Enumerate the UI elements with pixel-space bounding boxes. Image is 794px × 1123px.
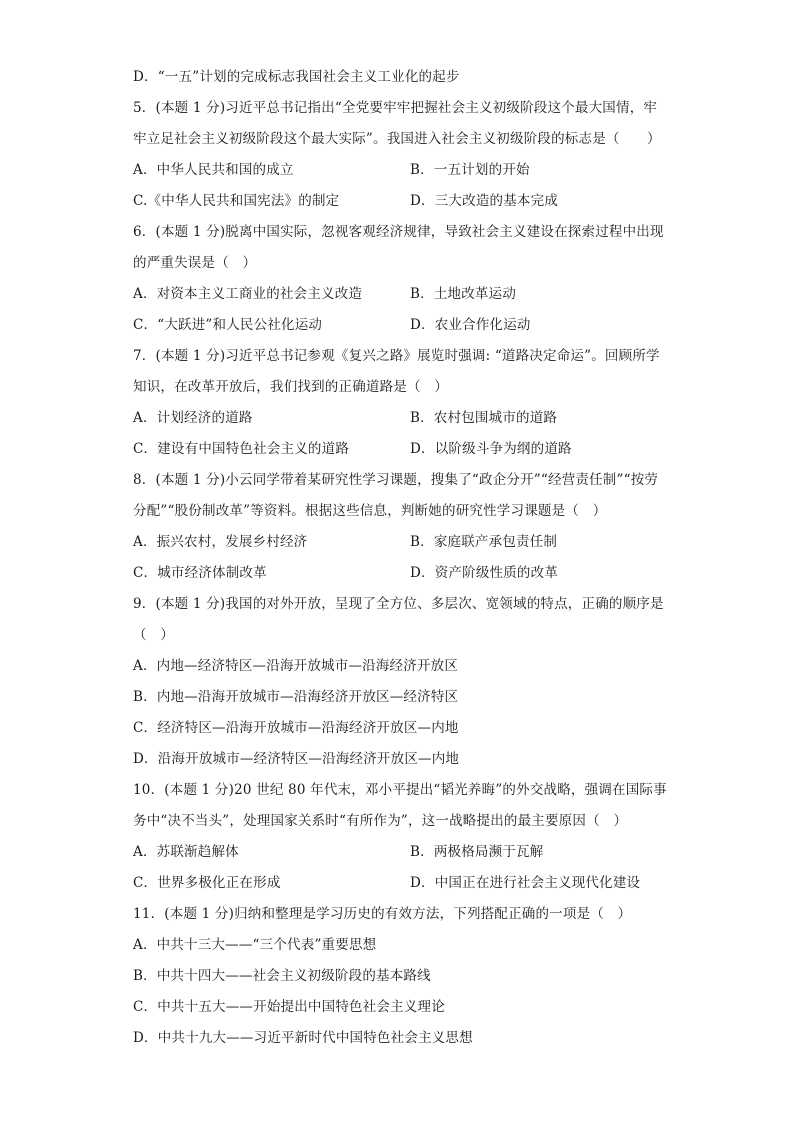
text-line: 分配”“股份制改革”等资料。根据这些信息，判断她的研究性学习课题是（ ） (133, 503, 607, 519)
option-left: C．城市经济体制改革 (133, 565, 267, 581)
option-left: A．振兴农村，发展乡村经济 (133, 534, 308, 550)
text-line: A．中共十三大——“三个代表”重要思想 (133, 937, 377, 953)
option-right: B．一五计划的开始 (410, 162, 530, 178)
option-row (133, 403, 673, 434)
text-line: 6．(本题 1 分)脱离中国实际，忽视客观经济规律，导致社会主义建设在探索过程中出现 (133, 224, 664, 240)
option-row (133, 155, 673, 186)
text-line: 7．(本题 1 分)习近平总书记参观《复兴之路》展览时强调: “道路决定命运”。回顾所学 (133, 348, 660, 364)
option-left: A．计划经济的道路 (133, 410, 253, 426)
option-row (133, 868, 673, 899)
text-line: （ ） (133, 627, 175, 643)
option-right: B．家庭联产承包责任制 (410, 534, 558, 550)
text-line: 牢立足社会主义初级阶段这个最大实际”。我国进入社会主义初级阶段的标志是（ ） (133, 131, 661, 147)
text-line: 9．(本题 1 分)我国的对外开放，呈现了全方位、多层次、宽领域的特点，正确的顺序是 (133, 596, 664, 612)
option-right: D．以阶级斗争为纲的道路 (410, 441, 572, 457)
option-row (133, 186, 673, 217)
option-row (133, 837, 673, 868)
option-left: C．建设有中国特色社会主义的道路 (133, 441, 350, 457)
option-right: D．资产阶级性质的改革 (410, 565, 559, 581)
text-line: A．内地—经济特区—沿海开放城市—沿海经济开放区 (133, 658, 459, 674)
text-line: 8．(本题 1 分)小云同学带着某研究性学习课题，搜集了“政企分开”“经营责任制”“按劳 (133, 472, 659, 488)
option-right: D．中国正在进行社会主义现代化建设 (410, 875, 641, 891)
option-left: A．对资本主义工商业的社会主义改造 (133, 286, 363, 302)
text-line: B．内地—沿海开放城市—沿海经济开放区—经济特区 (133, 689, 459, 705)
text-line: 11．(本题 1 分)归纳和整理是学习历史的有效方法，下列搭配正确的一项是（ ） (133, 906, 632, 922)
text-line: C．经济特区—沿海开放城市—沿海经济开放区—内地 (133, 720, 459, 736)
text-line: D．中共十九大——习近平新时代中国特色社会主义思想 (133, 1030, 473, 1046)
option-left: C．世界多极化正在形成 (133, 875, 281, 891)
text-line: 的严重失误是（ ） (133, 255, 257, 271)
text-line: 知识，在改革开放后，我们找到的正确道路是（ ） (133, 379, 449, 395)
option-right: B．土地改革运动 (410, 286, 517, 302)
text-line: C．中共十五大——开始提出中国特色社会主义理论 (133, 999, 445, 1015)
text-line: 10．(本题 1 分)20 世纪 80 年代末，邓小平提出“韬光养晦”的外交战略，强调在国际事 (133, 782, 667, 798)
text-line: D．“一五”计划的完成标志我国社会主义工业化的起步 (133, 69, 460, 85)
option-right: D．农业合作化运动 (410, 317, 531, 333)
question-content (133, 62, 673, 1054)
option-row (133, 310, 673, 341)
option-right: B．两极格局濒于瓦解 (410, 844, 544, 860)
option-row (133, 558, 673, 589)
text-line: 务中“决不当头”，处理国家关系时“有所作为”，这一战略提出的最主要原因（ ） (133, 813, 628, 829)
text-line: 5．(本题 1 分)习近平总书记指出“全党要牢牢把握社会主义初级阶段这个最大国情，牢 (133, 100, 658, 116)
option-left: A．苏联渐趋解体 (133, 844, 239, 860)
option-right: B．农村包围城市的道路 (410, 410, 558, 426)
text-line: D．沿海开放城市—经济特区—沿海经济开放区—内地 (133, 751, 460, 767)
option-left: C．“大跃进”和人民公社化运动 (133, 317, 323, 333)
option-left: A．中华人民共和国的成立 (133, 162, 294, 178)
option-left: C.《中华人民共和国宪法》的制定 (133, 193, 340, 209)
option-row (133, 279, 673, 310)
text-line: B．中共十四大——社会主义初级阶段的基本路线 (133, 968, 431, 984)
option-row (133, 527, 673, 558)
option-right: D．三大改造的基本完成 (410, 193, 559, 209)
option-row (133, 434, 673, 465)
